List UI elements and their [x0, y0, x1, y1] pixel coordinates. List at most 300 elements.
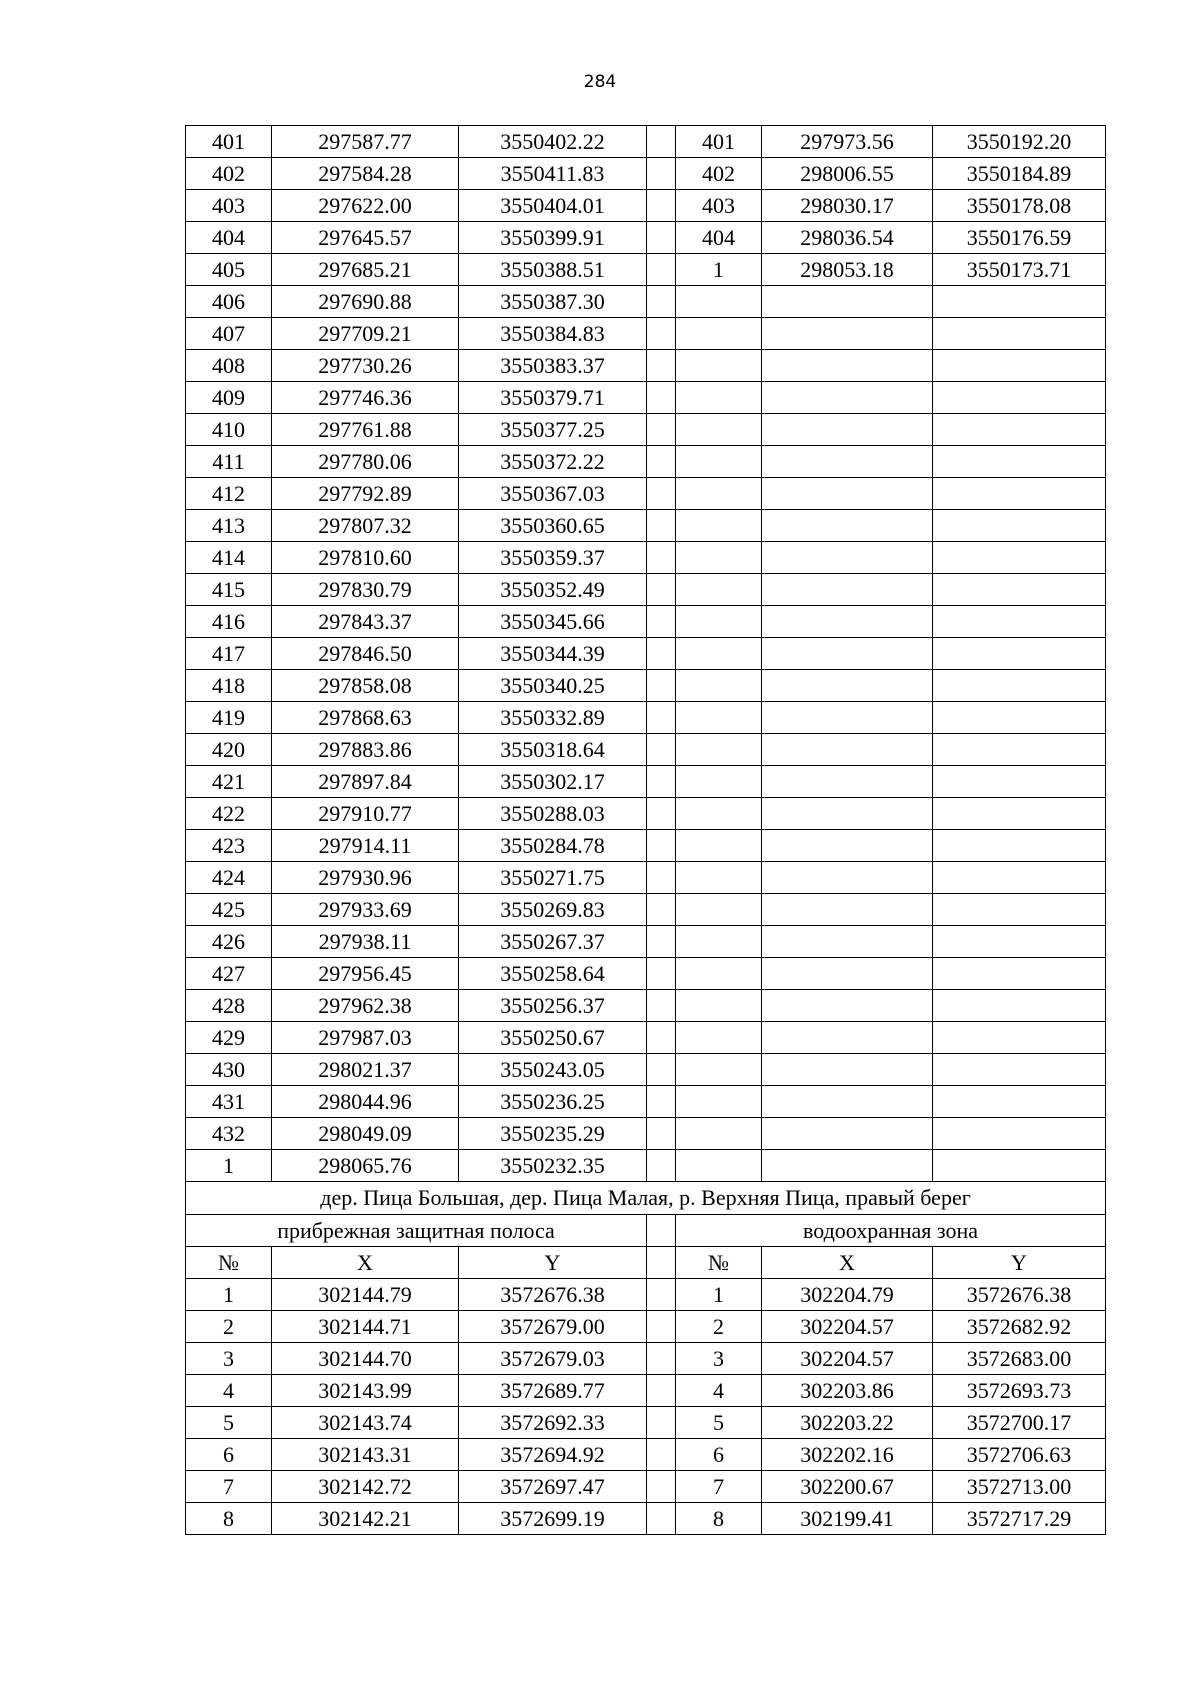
right-x-coordinate-cell [762, 286, 933, 318]
left-y-coordinate-cell: 3572697.47 [459, 1471, 647, 1503]
right-y-coordinate-cell [933, 702, 1106, 734]
section-title: дер. Пица Большая, дер. Пица Малая, р. Верхняя Пица, правый берег [186, 1182, 1106, 1215]
table-row [186, 1343, 1106, 1375]
right-x-coordinate-cell [762, 798, 933, 830]
table-row [186, 862, 1106, 894]
coordinates-table [185, 125, 1106, 1535]
table-row [186, 702, 1106, 734]
right-y-coordinate-cell: 3550176.59 [933, 222, 1106, 254]
right-point-number-cell [676, 1150, 762, 1182]
right-y-coordinate-cell [933, 926, 1106, 958]
table-row [186, 446, 1106, 478]
table-row [186, 1311, 1106, 1343]
table-row [186, 1150, 1106, 1182]
left-x-coordinate-cell: 297685.21 [272, 254, 459, 286]
right-point-number-cell [676, 286, 762, 318]
table-row [186, 1503, 1106, 1535]
left-point-number-cell: 431 [186, 1086, 272, 1118]
table-row [186, 1279, 1106, 1311]
left-x-coordinate-cell: 297914.11 [272, 830, 459, 862]
left-y-coordinate-cell: 3550258.64 [459, 958, 647, 990]
left-point-number-cell: 427 [186, 958, 272, 990]
right-x-coordinate-cell: 302204.57 [762, 1343, 933, 1375]
left-y-coordinate-cell: 3550359.37 [459, 542, 647, 574]
right-point-number-cell [676, 510, 762, 542]
left-point-number-cell: 425 [186, 894, 272, 926]
right-x-coordinate-cell [762, 350, 933, 382]
spacer-cell [647, 1054, 676, 1086]
right-x-coordinate-cell: 302203.22 [762, 1407, 933, 1439]
left-x-coordinate-cell: 297690.88 [272, 286, 459, 318]
right-y-coordinate-cell [933, 478, 1106, 510]
left-number-column-header: № [186, 1247, 272, 1279]
right-x-coordinate-cell: 302203.86 [762, 1375, 933, 1407]
left-x-coordinate-cell: 297587.77 [272, 126, 459, 158]
right-point-number-cell [676, 638, 762, 670]
right-x-coordinate-cell: 298036.54 [762, 222, 933, 254]
right-y-coordinate-cell [933, 1118, 1106, 1150]
left-point-number-cell: 423 [186, 830, 272, 862]
coastal-strip-heading: прибрежная защитная полоса [186, 1215, 647, 1247]
spacer-cell [647, 350, 676, 382]
column-header-row [186, 1247, 1106, 1279]
right-point-number-cell: 403 [676, 190, 762, 222]
spacer-cell [647, 1503, 676, 1535]
spacer-cell [647, 318, 676, 350]
spacer-cell [647, 542, 676, 574]
right-y-coordinate-cell: 3572682.92 [933, 1311, 1106, 1343]
table-row [186, 1471, 1106, 1503]
left-x-coordinate-cell: 297897.84 [272, 766, 459, 798]
left-point-number-cell: 424 [186, 862, 272, 894]
left-point-number-cell: 430 [186, 1054, 272, 1086]
right-point-number-cell: 1 [676, 254, 762, 286]
right-y-coordinate-cell: 3572700.17 [933, 1407, 1106, 1439]
right-point-number-cell: 401 [676, 126, 762, 158]
spacer-cell [647, 222, 676, 254]
table-row [186, 1118, 1106, 1150]
left-y-coordinate-cell: 3550411.83 [459, 158, 647, 190]
right-point-number-cell [676, 830, 762, 862]
right-x-coordinate-cell [762, 862, 933, 894]
left-y-coordinate-cell: 3550232.35 [459, 1150, 647, 1182]
zone-heading-row [186, 1215, 1106, 1247]
spacer-cell [647, 990, 676, 1022]
left-y-coordinate-cell: 3550250.67 [459, 1022, 647, 1054]
left-point-number-cell: 2 [186, 1311, 272, 1343]
right-y-coordinate-cell [933, 990, 1106, 1022]
right-point-number-cell: 7 [676, 1471, 762, 1503]
table-row [186, 606, 1106, 638]
spacer-cell [647, 414, 676, 446]
left-y-coordinate-cell: 3550372.22 [459, 446, 647, 478]
right-x-coordinate-cell: 297973.56 [762, 126, 933, 158]
left-x-coordinate-cell: 297780.06 [272, 446, 459, 478]
right-x-coordinate-cell: 302202.16 [762, 1439, 933, 1471]
right-point-number-cell [676, 606, 762, 638]
right-point-number-cell [676, 414, 762, 446]
left-point-number-cell: 5 [186, 1407, 272, 1439]
left-x-coordinate-cell: 302143.99 [272, 1375, 459, 1407]
table-row [186, 670, 1106, 702]
right-x-coordinate-cell [762, 1086, 933, 1118]
left-point-number-cell: 1 [186, 1150, 272, 1182]
right-point-number-cell [676, 862, 762, 894]
table-row [186, 478, 1106, 510]
right-x-coordinate-cell: 298030.17 [762, 190, 933, 222]
left-point-number-cell: 413 [186, 510, 272, 542]
right-y-coordinate-cell: 3572706.63 [933, 1439, 1106, 1471]
spacer-cell [647, 446, 676, 478]
left-x-coordinate-cell: 298049.09 [272, 1118, 459, 1150]
spacer-cell [647, 190, 676, 222]
right-x-coordinate-cell [762, 574, 933, 606]
spacer-cell [647, 1375, 676, 1407]
right-x-coordinate-cell [762, 446, 933, 478]
left-point-number-cell: 419 [186, 702, 272, 734]
left-x-coordinate-cell: 297868.63 [272, 702, 459, 734]
left-y-coordinate-cell: 3572699.19 [459, 1503, 647, 1535]
right-point-number-cell: 2 [676, 1311, 762, 1343]
right-point-number-cell [676, 446, 762, 478]
left-x-coordinate-cell: 297846.50 [272, 638, 459, 670]
spacer-cell [647, 1311, 676, 1343]
spacer-cell [647, 286, 676, 318]
left-x-coordinate-cell: 297962.38 [272, 990, 459, 1022]
left-y-coordinate-cell: 3550344.39 [459, 638, 647, 670]
right-y-coordinate-cell: 3550192.20 [933, 126, 1106, 158]
right-y-coordinate-cell [933, 1054, 1106, 1086]
left-x-coordinate-cell: 297933.69 [272, 894, 459, 926]
right-x-coordinate-cell [762, 1022, 933, 1054]
left-y-coordinate-cell: 3550402.22 [459, 126, 647, 158]
right-x-coordinate-cell [762, 382, 933, 414]
right-x-coordinate-cell [762, 414, 933, 446]
left-point-number-cell: 411 [186, 446, 272, 478]
left-x-coordinate-cell: 297746.36 [272, 382, 459, 414]
left-y-coordinate-cell: 3550318.64 [459, 734, 647, 766]
right-x-coordinate-cell [762, 606, 933, 638]
page-number: 284 [583, 72, 617, 92]
right-y-coordinate-cell [933, 1150, 1106, 1182]
right-y-coordinate-cell [933, 286, 1106, 318]
left-y-coordinate-cell: 3550345.66 [459, 606, 647, 638]
left-y-coordinate-cell: 3550388.51 [459, 254, 647, 286]
spacer-cell [647, 510, 676, 542]
left-x-coordinate-cell: 297584.28 [272, 158, 459, 190]
right-x-coordinate-cell [762, 542, 933, 574]
spacer-cell [647, 1471, 676, 1503]
left-point-number-cell: 426 [186, 926, 272, 958]
right-y-coordinate-cell [933, 446, 1106, 478]
left-point-number-cell: 6 [186, 1439, 272, 1471]
spacer-cell [647, 478, 676, 510]
right-x-column-header: X [762, 1247, 933, 1279]
right-point-number-cell [676, 318, 762, 350]
table-row [186, 158, 1106, 190]
right-y-coordinate-cell [933, 894, 1106, 926]
right-point-number-cell [676, 894, 762, 926]
right-point-number-cell [676, 958, 762, 990]
left-x-coordinate-cell: 297930.96 [272, 862, 459, 894]
left-x-coordinate-cell: 297792.89 [272, 478, 459, 510]
table-row [186, 894, 1106, 926]
left-y-coordinate-cell: 3550340.25 [459, 670, 647, 702]
left-x-coordinate-cell: 302142.21 [272, 1503, 459, 1535]
right-x-coordinate-cell [762, 990, 933, 1022]
left-point-number-cell: 408 [186, 350, 272, 382]
right-point-number-cell: 3 [676, 1343, 762, 1375]
right-point-number-cell [676, 542, 762, 574]
table-row [186, 1086, 1106, 1118]
right-point-number-cell: 4 [676, 1375, 762, 1407]
left-x-coordinate-cell: 302143.31 [272, 1439, 459, 1471]
right-y-coordinate-cell: 3550184.89 [933, 158, 1106, 190]
left-y-coordinate-cell: 3550360.65 [459, 510, 647, 542]
spacer-cell [647, 734, 676, 766]
right-y-coordinate-cell [933, 670, 1106, 702]
right-x-coordinate-cell [762, 1054, 933, 1086]
right-x-coordinate-cell [762, 670, 933, 702]
table-row [186, 542, 1106, 574]
table-row [186, 190, 1106, 222]
spacer-cell [647, 1279, 676, 1311]
right-x-coordinate-cell: 298006.55 [762, 158, 933, 190]
right-x-coordinate-cell [762, 510, 933, 542]
left-x-coordinate-cell: 298044.96 [272, 1086, 459, 1118]
left-point-number-cell: 8 [186, 1503, 272, 1535]
left-y-coordinate-cell: 3550379.71 [459, 382, 647, 414]
left-x-coordinate-cell: 302144.71 [272, 1311, 459, 1343]
left-x-coordinate-cell: 297843.37 [272, 606, 459, 638]
right-point-number-cell [676, 798, 762, 830]
left-x-coordinate-cell: 297956.45 [272, 958, 459, 990]
right-point-number-cell: 404 [676, 222, 762, 254]
right-point-number-cell: 6 [676, 1439, 762, 1471]
spacer-cell [647, 766, 676, 798]
right-y-coordinate-cell: 3572683.00 [933, 1343, 1106, 1375]
table-row [186, 958, 1106, 990]
spacer-cell [647, 574, 676, 606]
left-point-number-cell: 421 [186, 766, 272, 798]
left-y-coordinate-cell: 3550384.83 [459, 318, 647, 350]
left-y-coordinate-cell: 3550284.78 [459, 830, 647, 862]
right-x-coordinate-cell: 302204.57 [762, 1311, 933, 1343]
left-y-coordinate-cell: 3550256.37 [459, 990, 647, 1022]
left-y-coordinate-cell: 3550269.83 [459, 894, 647, 926]
table-row [186, 222, 1106, 254]
right-x-coordinate-cell: 302204.79 [762, 1279, 933, 1311]
right-y-coordinate-cell [933, 638, 1106, 670]
left-y-coordinate-cell: 3572676.38 [459, 1279, 647, 1311]
right-x-coordinate-cell [762, 478, 933, 510]
right-y-coordinate-cell: 3550178.08 [933, 190, 1106, 222]
left-x-coordinate-cell: 302144.79 [272, 1279, 459, 1311]
section-title-row [186, 1182, 1106, 1215]
right-x-coordinate-cell [762, 734, 933, 766]
right-point-number-cell: 8 [676, 1503, 762, 1535]
right-x-coordinate-cell [762, 958, 933, 990]
left-x-coordinate-cell: 297830.79 [272, 574, 459, 606]
left-point-number-cell: 406 [186, 286, 272, 318]
right-y-coordinate-cell [933, 606, 1106, 638]
right-x-coordinate-cell [762, 318, 933, 350]
left-point-number-cell: 4 [186, 1375, 272, 1407]
table-row [186, 414, 1106, 446]
spacer-cell [647, 862, 676, 894]
spacer-cell [647, 158, 676, 190]
right-point-number-cell [676, 702, 762, 734]
left-y-coordinate-cell: 3550383.37 [459, 350, 647, 382]
right-x-coordinate-cell [762, 926, 933, 958]
right-number-column-header: № [676, 1247, 762, 1279]
table-row [186, 1375, 1106, 1407]
left-y-coordinate-cell: 3550377.25 [459, 414, 647, 446]
table-row [186, 734, 1106, 766]
table-row [186, 382, 1106, 414]
right-y-coordinate-cell [933, 766, 1106, 798]
table-row [186, 286, 1106, 318]
left-x-coordinate-cell: 297910.77 [272, 798, 459, 830]
spacer-cell [647, 926, 676, 958]
left-point-number-cell: 429 [186, 1022, 272, 1054]
spacer-cell [647, 254, 676, 286]
right-point-number-cell [676, 990, 762, 1022]
right-point-number-cell [676, 478, 762, 510]
spacer-cell [647, 1439, 676, 1471]
left-y-coordinate-cell: 3550404.01 [459, 190, 647, 222]
left-point-number-cell: 407 [186, 318, 272, 350]
right-y-coordinate-cell: 3572676.38 [933, 1279, 1106, 1311]
spacer-cell [647, 126, 676, 158]
left-x-coordinate-cell: 297730.26 [272, 350, 459, 382]
left-y-coordinate-cell: 3550235.29 [459, 1118, 647, 1150]
left-y-coordinate-cell: 3572679.00 [459, 1311, 647, 1343]
left-x-coordinate-cell: 302143.74 [272, 1407, 459, 1439]
table-row [186, 350, 1106, 382]
left-x-coordinate-cell: 297622.00 [272, 190, 459, 222]
right-x-coordinate-cell [762, 830, 933, 862]
right-point-number-cell [676, 734, 762, 766]
left-y-coordinate-cell: 3572692.33 [459, 1407, 647, 1439]
left-point-number-cell: 420 [186, 734, 272, 766]
spacer-cell [647, 1150, 676, 1182]
left-point-number-cell: 401 [186, 126, 272, 158]
left-point-number-cell: 414 [186, 542, 272, 574]
left-x-coordinate-cell: 297645.57 [272, 222, 459, 254]
spacer-cell [647, 670, 676, 702]
right-point-number-cell [676, 926, 762, 958]
right-y-coordinate-cell [933, 574, 1106, 606]
left-x-coordinate-cell: 297987.03 [272, 1022, 459, 1054]
right-y-coordinate-cell: 3572717.29 [933, 1503, 1106, 1535]
spacer-cell [647, 1215, 676, 1247]
left-x-coordinate-cell: 297807.32 [272, 510, 459, 542]
left-y-column-header: Y [459, 1247, 647, 1279]
left-y-coordinate-cell: 3550243.05 [459, 1054, 647, 1086]
right-y-coordinate-cell [933, 414, 1106, 446]
right-y-coordinate-cell [933, 318, 1106, 350]
table-row [186, 1054, 1106, 1086]
left-y-coordinate-cell: 3550288.03 [459, 798, 647, 830]
left-y-coordinate-cell: 3550367.03 [459, 478, 647, 510]
table-row [186, 990, 1106, 1022]
right-y-coordinate-cell: 3572693.73 [933, 1375, 1106, 1407]
right-point-number-cell [676, 382, 762, 414]
table-row [186, 926, 1106, 958]
table-row [186, 254, 1106, 286]
left-x-coordinate-cell: 298021.37 [272, 1054, 459, 1086]
spacer-cell [647, 1086, 676, 1118]
right-y-coordinate-cell [933, 1022, 1106, 1054]
left-x-column-header: X [272, 1247, 459, 1279]
right-y-coordinate-cell [933, 350, 1106, 382]
right-point-number-cell [676, 574, 762, 606]
right-x-coordinate-cell [762, 894, 933, 926]
left-point-number-cell: 432 [186, 1118, 272, 1150]
spacer-cell [647, 638, 676, 670]
right-y-coordinate-cell [933, 830, 1106, 862]
right-point-number-cell [676, 766, 762, 798]
right-x-coordinate-cell [762, 766, 933, 798]
left-point-number-cell: 418 [186, 670, 272, 702]
right-y-coordinate-cell [933, 798, 1106, 830]
left-y-coordinate-cell: 3550271.75 [459, 862, 647, 894]
right-y-coordinate-cell: 3572713.00 [933, 1471, 1106, 1503]
left-y-coordinate-cell: 3550387.30 [459, 286, 647, 318]
right-x-coordinate-cell [762, 1118, 933, 1150]
spacer-cell [647, 1247, 676, 1279]
left-point-number-cell: 428 [186, 990, 272, 1022]
left-point-number-cell: 403 [186, 190, 272, 222]
left-point-number-cell: 409 [186, 382, 272, 414]
left-x-coordinate-cell: 302142.72 [272, 1471, 459, 1503]
left-x-coordinate-cell: 297810.60 [272, 542, 459, 574]
left-y-coordinate-cell: 3550302.17 [459, 766, 647, 798]
table-row [186, 126, 1106, 158]
right-y-coordinate-cell [933, 542, 1106, 574]
left-point-number-cell: 405 [186, 254, 272, 286]
right-x-coordinate-cell [762, 638, 933, 670]
right-y-coordinate-cell [933, 862, 1106, 894]
left-y-coordinate-cell: 3550352.49 [459, 574, 647, 606]
left-x-coordinate-cell: 297709.21 [272, 318, 459, 350]
left-y-coordinate-cell: 3550236.25 [459, 1086, 647, 1118]
right-point-number-cell [676, 1054, 762, 1086]
right-y-coordinate-cell [933, 958, 1106, 990]
right-x-coordinate-cell: 298053.18 [762, 254, 933, 286]
spacer-cell [647, 382, 676, 414]
left-y-coordinate-cell: 3572694.92 [459, 1439, 647, 1471]
table-row [186, 830, 1106, 862]
left-y-coordinate-cell: 3572689.77 [459, 1375, 647, 1407]
left-point-number-cell: 1 [186, 1279, 272, 1311]
left-point-number-cell: 402 [186, 158, 272, 190]
left-x-coordinate-cell: 298065.76 [272, 1150, 459, 1182]
right-x-coordinate-cell [762, 1150, 933, 1182]
left-point-number-cell: 422 [186, 798, 272, 830]
table-row [186, 766, 1106, 798]
left-point-number-cell: 410 [186, 414, 272, 446]
right-y-coordinate-cell [933, 510, 1106, 542]
spacer-cell [647, 958, 676, 990]
left-point-number-cell: 7 [186, 1471, 272, 1503]
left-point-number-cell: 404 [186, 222, 272, 254]
right-x-coordinate-cell: 302199.41 [762, 1503, 933, 1535]
spacer-cell [647, 1407, 676, 1439]
right-point-number-cell [676, 350, 762, 382]
left-point-number-cell: 412 [186, 478, 272, 510]
